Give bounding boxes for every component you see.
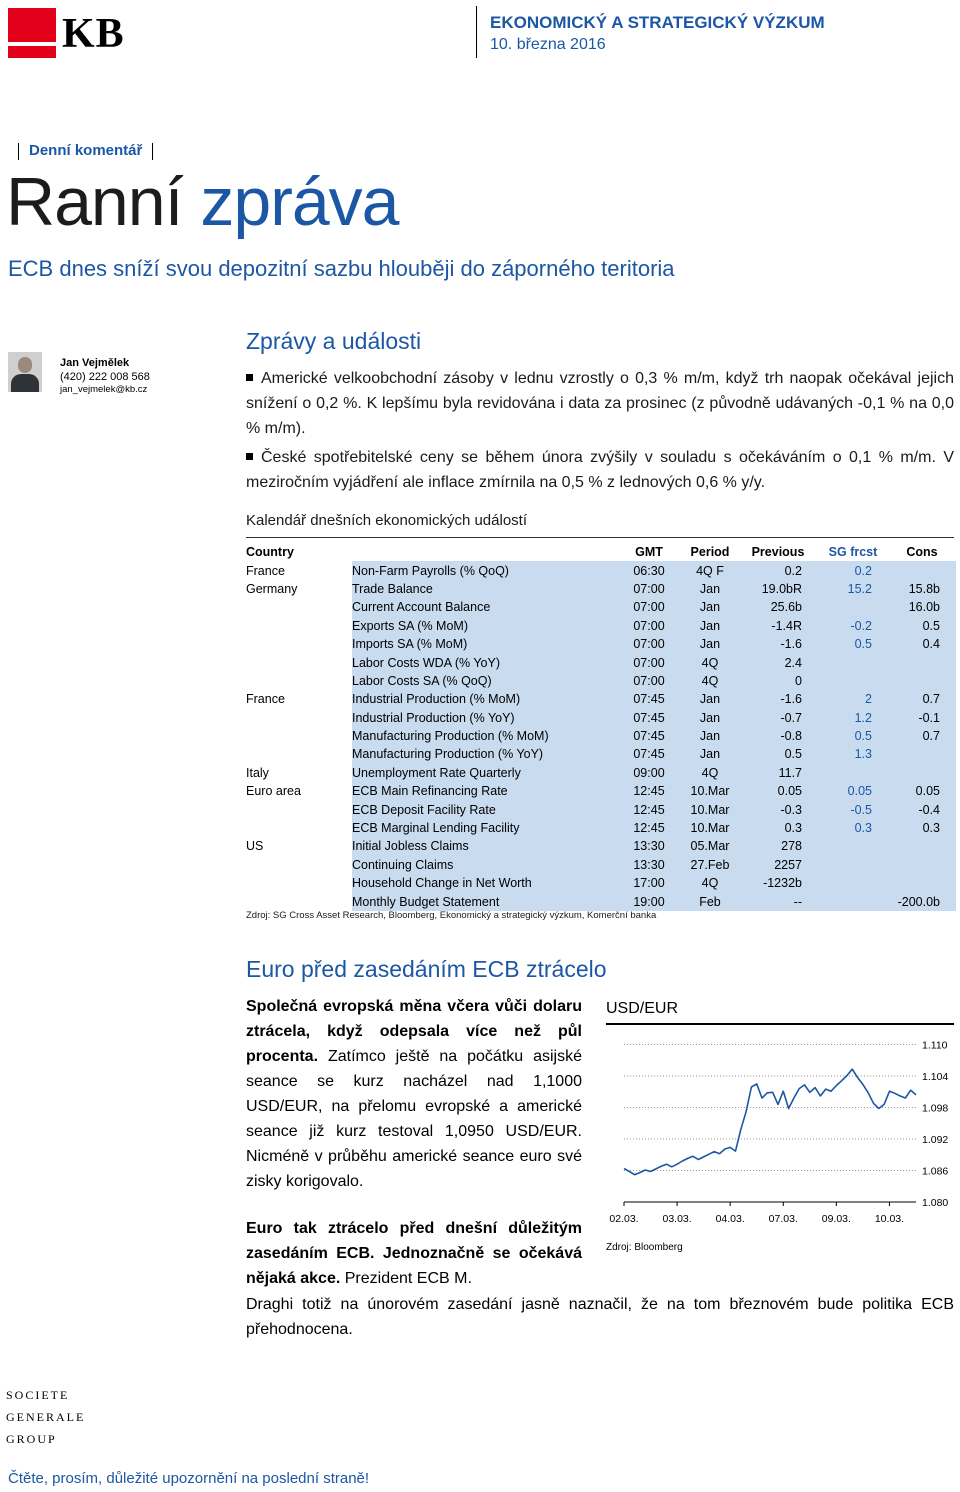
author-email[interactable]: jan_vejmelek@kb.cz bbox=[60, 384, 148, 395]
cell-sg-forecast: 0.5 bbox=[818, 635, 888, 653]
cell-period: Jan bbox=[682, 709, 738, 727]
cell-country bbox=[246, 745, 352, 763]
table-row bbox=[246, 635, 956, 653]
y-tick-label: 1.104 bbox=[922, 1071, 949, 1083]
x-tick-label: 09.03. bbox=[821, 1213, 851, 1225]
calendar-source: Zdroj: SG Cross Asset Research, Bloomberg, Ekonomický a strategický výzkum, Komerční banka bbox=[246, 910, 657, 921]
y-tick-label: 1.092 bbox=[922, 1134, 949, 1146]
cell-period: Jan bbox=[682, 690, 738, 708]
article-p1-lead: Společná evropská měna včera vůči dolaru ztrácela, když odepsala více než půl procenta. bbox=[246, 998, 582, 1065]
cell-country bbox=[246, 672, 352, 690]
cell-gmt: 13:30 bbox=[616, 837, 682, 855]
article-p2-text: Prezident ECB M. bbox=[340, 1270, 472, 1287]
cell-period: Jan bbox=[682, 580, 738, 598]
cell-event: ECB Deposit Facility Rate bbox=[352, 800, 616, 818]
cell-country bbox=[246, 800, 352, 818]
calendar-header-row bbox=[246, 543, 956, 561]
chart-title: USD/EUR bbox=[606, 1000, 679, 1017]
article-paragraph-3: Draghi totiž na únorovém zasedání jasně naznačil, že na tom březnovém bude politika ECB přehodnocena. bbox=[246, 1296, 954, 1338]
news-item bbox=[246, 445, 954, 495]
news-item-text: Americké velkoobchodní zásoby v lednu vzrostly o 0,3 % m/m, když trh naopak očekával jejich snížení o 0,2 %. K lepšímu byla revidována i data za prosinec (z původně udávaných -0,1 % na 0,0 % m/m). bbox=[246, 370, 954, 437]
news-item-text: České spotřebitelské ceny se během února zvýšily v souladu s očekáváním o 0,1 % m/m. V meziročním vyjádření ale inflace zmírnila na 0,5 % z lednových 0,6 % y/y. bbox=[246, 449, 954, 491]
cell-previous: -1.6 bbox=[738, 635, 818, 653]
table-row bbox=[246, 598, 956, 616]
cell-previous: -1232b bbox=[738, 874, 818, 892]
cell-sg-forecast: 0.3 bbox=[818, 819, 888, 837]
doc-type-bar-left bbox=[18, 143, 19, 160]
article-title: Euro před zasedáním ECB ztrácelo bbox=[246, 956, 607, 982]
cell-gmt: 17:00 bbox=[616, 874, 682, 892]
cell-consensus bbox=[888, 764, 956, 782]
cell-event: Initial Jobless Claims bbox=[352, 837, 616, 855]
table-row bbox=[246, 709, 956, 727]
cell-period: Jan bbox=[682, 727, 738, 745]
cell-country: Germany bbox=[246, 581, 298, 596]
chart-title-rule bbox=[606, 1023, 954, 1025]
cell-gmt: 07:00 bbox=[616, 672, 682, 690]
calendar-divider bbox=[246, 537, 954, 538]
cell-event: Current Account Balance bbox=[352, 598, 616, 616]
bullet-square-icon bbox=[246, 374, 253, 381]
cell-consensus bbox=[888, 745, 956, 763]
cell-previous: 2.4 bbox=[738, 653, 818, 671]
header-period: Period bbox=[690, 545, 730, 560]
x-tick-label: 04.03. bbox=[715, 1213, 745, 1225]
page-subtitle: ECB dnes sníží svou depozitní sazbu hlouběji do záporného teritoria bbox=[8, 256, 675, 281]
cell-period: 10.Mar bbox=[682, 819, 738, 837]
table-row bbox=[246, 856, 956, 874]
cell-country: Italy bbox=[246, 765, 269, 780]
cell-sg-forecast: 0.5 bbox=[818, 727, 888, 745]
cell-previous: 0 bbox=[738, 672, 818, 690]
cell-sg-forecast: 1.2 bbox=[818, 709, 888, 727]
cell-previous: 0.2 bbox=[738, 561, 818, 579]
table-row bbox=[246, 690, 956, 708]
header-previous: Previous bbox=[751, 545, 805, 560]
header-sg-forecast: SG frcst bbox=[828, 545, 878, 560]
page-title bbox=[6, 162, 398, 242]
cell-gmt: 07:45 bbox=[616, 690, 682, 708]
article-paragraph-1 bbox=[246, 994, 582, 1194]
table-row bbox=[246, 580, 956, 598]
doc-type-bar-right bbox=[152, 143, 153, 160]
cell-consensus: -200.0b bbox=[888, 892, 956, 910]
cell-consensus: 0.7 bbox=[888, 727, 956, 745]
document-type-label: Denní komentář bbox=[29, 142, 143, 159]
author-avatar bbox=[8, 352, 42, 392]
cell-event: Monthly Budget Statement bbox=[352, 892, 616, 910]
author-name: Jan Vejmělek bbox=[60, 357, 130, 369]
cell-previous: 11.7 bbox=[738, 764, 818, 782]
department-title: EKONOMICKÝ A STRATEGICKÝ VÝZKUM bbox=[490, 13, 825, 32]
cell-country bbox=[246, 874, 352, 892]
cell-gmt: 07:00 bbox=[616, 635, 682, 653]
kb-logo-square bbox=[8, 8, 56, 58]
cell-event: ECB Main Refinancing Rate bbox=[352, 782, 616, 800]
sg-logo-line: GENERALE bbox=[6, 1410, 86, 1424]
cell-consensus: 0.5 bbox=[888, 617, 956, 635]
cell-sg-forecast bbox=[818, 764, 888, 782]
author-phone: (420) 222 008 568 bbox=[60, 371, 150, 383]
cell-previous: -0.3 bbox=[738, 800, 818, 818]
cell-period: 05.Mar bbox=[682, 837, 738, 855]
cell-previous: 2257 bbox=[738, 856, 818, 874]
cell-period: 4Q bbox=[682, 653, 738, 671]
cell-consensus: 15.8b bbox=[888, 580, 956, 598]
cell-consensus bbox=[888, 837, 956, 855]
cell-country: France bbox=[246, 692, 285, 707]
cell-sg-forecast: 15.2 bbox=[818, 580, 888, 598]
article-p2-lead: Euro tak ztrácelo před dnešní důležitým zasedáním ECB. Jednoznačně se očekává nějaká akce. bbox=[246, 1220, 582, 1287]
table-row bbox=[246, 800, 956, 818]
bullet-square-icon bbox=[246, 453, 253, 460]
title-part1: Ranní bbox=[6, 164, 183, 240]
y-tick-label: 1.110 bbox=[922, 1039, 948, 1052]
cell-sg-forecast: 2 bbox=[818, 690, 888, 708]
cell-country bbox=[246, 727, 352, 745]
cell-period: Feb bbox=[682, 892, 738, 910]
cell-country bbox=[246, 653, 352, 671]
cell-gmt: 13:30 bbox=[616, 856, 682, 874]
cell-event: Exports SA (% MoM) bbox=[352, 617, 616, 635]
header-event bbox=[352, 543, 616, 561]
cell-sg-forecast: -0.2 bbox=[818, 617, 888, 635]
kb-logo-text: KB bbox=[62, 11, 125, 57]
cell-previous: -1.4R bbox=[738, 617, 818, 635]
table-row bbox=[246, 672, 956, 690]
cell-event: Imports SA (% MoM) bbox=[352, 635, 616, 653]
news-item bbox=[246, 366, 954, 441]
y-tick-label: 1.098 bbox=[922, 1102, 949, 1115]
cell-event: Continuing Claims bbox=[352, 856, 616, 874]
header-gmt: GMT bbox=[635, 545, 663, 560]
y-tick-label: 1.086 bbox=[922, 1165, 949, 1178]
cell-country bbox=[246, 598, 352, 616]
table-row bbox=[246, 837, 956, 855]
cell-sg-forecast: 1.3 bbox=[818, 745, 888, 763]
x-tick-label: 10.03. bbox=[874, 1213, 905, 1225]
article-paragraph-2 bbox=[246, 1216, 582, 1291]
cell-event: Manufacturing Production (% MoM) bbox=[352, 727, 616, 745]
cell-sg-forecast bbox=[818, 837, 888, 855]
cell-period: 27.Feb bbox=[682, 856, 738, 874]
calendar-table bbox=[246, 543, 956, 911]
cell-gmt: 07:00 bbox=[616, 598, 682, 616]
cell-gmt: 07:45 bbox=[616, 745, 682, 763]
table-row bbox=[246, 764, 956, 782]
title-part2: zpráva bbox=[200, 164, 399, 240]
cell-sg-forecast: -0.5 bbox=[818, 800, 888, 818]
table-row bbox=[246, 874, 956, 892]
cell-gmt: 09:00 bbox=[616, 764, 682, 782]
cell-gmt: 06:30 bbox=[616, 561, 682, 579]
table-row bbox=[246, 745, 956, 763]
cell-consensus: 0.05 bbox=[888, 782, 956, 800]
cell-gmt: 07:00 bbox=[616, 580, 682, 598]
x-tick-label: 02.03. bbox=[609, 1213, 639, 1225]
disclaimer-note[interactable]: Čtěte, prosím, důležité upozornění na poslední straně! bbox=[8, 1470, 370, 1487]
table-row bbox=[246, 727, 956, 745]
cell-country bbox=[246, 819, 352, 837]
cell-event: Industrial Production (% YoY) bbox=[352, 709, 616, 727]
cell-consensus bbox=[888, 561, 956, 579]
cell-country bbox=[246, 856, 352, 874]
cell-period: 4Q bbox=[682, 874, 738, 892]
cell-gmt: 19:00 bbox=[616, 892, 682, 910]
cell-country: France bbox=[246, 563, 285, 578]
cell-previous: -1.6 bbox=[738, 690, 818, 708]
cell-previous: -- bbox=[738, 892, 818, 910]
cell-sg-forecast bbox=[818, 598, 888, 616]
cell-event: Non-Farm Payrolls (% QoQ) bbox=[352, 561, 616, 579]
calendar-title: Kalendář dnešních ekonomických událostí bbox=[246, 512, 528, 529]
cell-sg-forecast bbox=[818, 653, 888, 671]
cell-period: Jan bbox=[682, 745, 738, 763]
cell-consensus: -0.1 bbox=[888, 709, 956, 727]
chart-source: Zdroj: Bloomberg bbox=[606, 1242, 683, 1253]
cell-period: Jan bbox=[682, 598, 738, 616]
cell-previous: -0.7 bbox=[738, 709, 818, 727]
y-tick-label: 1.080 bbox=[922, 1197, 949, 1209]
table-row bbox=[246, 653, 956, 671]
table-row bbox=[246, 819, 956, 837]
cell-event: ECB Marginal Lending Facility bbox=[352, 819, 616, 837]
cell-previous: 0.5 bbox=[738, 745, 818, 763]
cell-sg-forecast bbox=[818, 892, 888, 910]
news-section-title: Zprávy a události bbox=[246, 328, 422, 354]
cell-event: Manufacturing Production (% YoY) bbox=[352, 745, 616, 763]
cell-consensus: 0.7 bbox=[888, 690, 956, 708]
cell-period: 4Q F bbox=[682, 561, 738, 579]
cell-period: Jan bbox=[682, 635, 738, 653]
cell-consensus: 16.0b bbox=[888, 598, 956, 616]
cell-country bbox=[246, 635, 352, 653]
header-divider bbox=[476, 6, 477, 58]
cell-previous: 0.3 bbox=[738, 819, 818, 837]
cell-country bbox=[246, 892, 352, 910]
cell-previous: 278 bbox=[738, 837, 818, 855]
table-row bbox=[246, 782, 956, 800]
cell-gmt: 12:45 bbox=[616, 819, 682, 837]
cell-event: Unemployment Rate Quarterly bbox=[352, 764, 616, 782]
article-p1-text: Zatímco ještě na počátku asijské seance se kurz nacházel nad 1,1000 USD/EUR, na přelomu evropské a americké seance již kurz testoval 1,0950 USD/EUR. Nicméně v průběhu americké seance euro své zisky korigovalo. bbox=[246, 1048, 582, 1190]
cell-period: 10.Mar bbox=[682, 800, 738, 818]
table-row bbox=[246, 561, 956, 579]
cell-event: Industrial Production (% MoM) bbox=[352, 690, 616, 708]
cell-gmt: 12:45 bbox=[616, 800, 682, 818]
cell-sg-forecast bbox=[818, 856, 888, 874]
report-date: 10. března 2016 bbox=[490, 36, 606, 53]
cell-period: 4Q bbox=[682, 764, 738, 782]
usd-eur-chart bbox=[600, 1026, 956, 1234]
societe-generale-logo bbox=[6, 1384, 85, 1450]
cell-sg-forecast: 0.05 bbox=[818, 782, 888, 800]
header-consensus: Cons bbox=[906, 545, 938, 560]
cell-sg-forecast bbox=[818, 672, 888, 690]
cell-previous: 25.6b bbox=[738, 598, 818, 616]
cell-consensus: 0.3 bbox=[888, 819, 956, 837]
cell-period: Jan bbox=[682, 617, 738, 635]
cell-event: Trade Balance bbox=[352, 580, 616, 598]
header-country: Country bbox=[246, 545, 294, 560]
cell-gmt: 07:00 bbox=[616, 617, 682, 635]
table-row bbox=[246, 892, 956, 910]
cell-previous: 0.05 bbox=[738, 782, 818, 800]
cell-previous: -0.8 bbox=[738, 727, 818, 745]
cell-gmt: 07:45 bbox=[616, 727, 682, 745]
cell-consensus bbox=[888, 874, 956, 892]
cell-gmt: 07:00 bbox=[616, 653, 682, 671]
cell-sg-forecast: 0.2 bbox=[818, 561, 888, 579]
cell-country: US bbox=[246, 839, 264, 854]
usd-eur-series-line bbox=[624, 1069, 916, 1175]
sg-logo-line: SOCIETE bbox=[6, 1388, 70, 1402]
cell-event: Household Change in Net Worth bbox=[352, 874, 616, 892]
cell-previous: 19.0bR bbox=[738, 580, 818, 598]
cell-consensus bbox=[888, 856, 956, 874]
cell-gmt: 07:45 bbox=[616, 709, 682, 727]
sg-logo-line: GROUP bbox=[6, 1432, 57, 1446]
document-type bbox=[8, 142, 163, 160]
cell-period: 10.Mar bbox=[682, 782, 738, 800]
table-row bbox=[246, 617, 956, 635]
cell-country: Euro area bbox=[246, 784, 301, 799]
cell-country bbox=[246, 709, 352, 727]
x-tick-label: 03.03. bbox=[662, 1213, 692, 1225]
cell-period: 4Q bbox=[682, 672, 738, 690]
cell-consensus: -0.4 bbox=[888, 800, 956, 818]
cell-gmt: 12:45 bbox=[616, 782, 682, 800]
cell-sg-forecast bbox=[818, 874, 888, 892]
cell-event: Labor Costs SA (% QoQ) bbox=[352, 672, 616, 690]
cell-country bbox=[246, 617, 352, 635]
cell-consensus bbox=[888, 653, 956, 671]
x-tick-label: 07.03. bbox=[768, 1213, 798, 1225]
cell-event: Labor Costs WDA (% YoY) bbox=[352, 653, 616, 671]
cell-consensus bbox=[888, 672, 956, 690]
cell-consensus: 0.4 bbox=[888, 635, 956, 653]
